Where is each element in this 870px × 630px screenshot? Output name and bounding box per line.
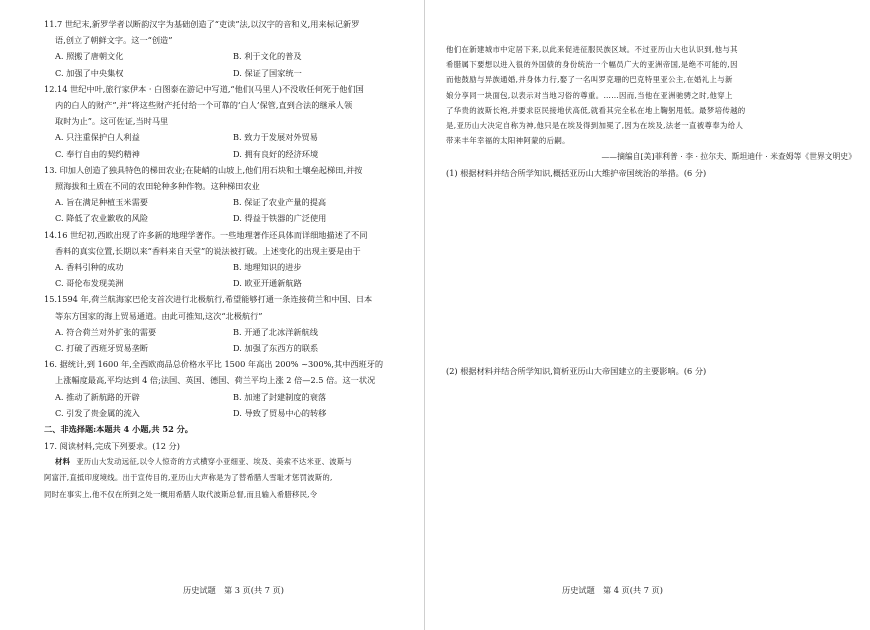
question-stem-line: 语,创立了朝鲜文字。这一“创造” <box>55 35 173 46</box>
material-label: 材料 <box>55 457 71 467</box>
material-line: 是,亚历山大决定自称为神,他只是在埃及得到加冕了,因为在埃及,法老一直被尊奉为给人 <box>446 121 744 131</box>
material-source: ——摘编自[美]菲利普 · 李 · 拉尔夫、斯坦迪什 · 米查姆等《世界文明史》 <box>601 152 856 162</box>
page-4-content <box>446 42 856 379</box>
sub-question-1: (1) 根据材料并结合所学知识,概括亚历山大维护帝国统治的举措。(6 分) <box>446 168 707 179</box>
question-stem-line: 12.14 世纪中叶,旅行家伊本 · 白图泰在游记中写道,“他们(马里人)不没收任何死于他们国 <box>44 83 364 94</box>
material-line: 同时在事实上,他不仅在所到之处一概用希腊人取代波斯总督,而且输入希腊移民,令 <box>44 489 318 499</box>
question-stem-line: 13. 印加人创造了独具特色的梯田农业;在陡峭的山坡上,他们用石块和土壤垒起梯田,并按 <box>44 164 363 175</box>
option-b: B. 加速了封建制度的衰落 <box>233 391 327 402</box>
options-row <box>44 340 410 356</box>
option-a: A. 符合荷兰对外扩张的需要 <box>55 326 157 337</box>
page-footer: 历史试题 第 4 页(共 7 页) <box>562 585 663 595</box>
section-heading: 二、非选择题:本题共 4 小题,共 52 分。 <box>44 424 193 435</box>
question-12 <box>44 81 410 162</box>
material-line: 他们在新建城市中定居下来,以此来促进征服民族区域。不过亚历山大也认识到,他与其 <box>446 45 738 54</box>
option-c: C. 引发了贵金属的流入 <box>55 407 140 418</box>
answer-space-1[interactable] <box>446 181 856 363</box>
question-stem-line: 14.16 世纪初,西欧出现了许多新的地理学著作。一些地理著作还具体而详细地描述了不同 <box>44 229 368 240</box>
options-row <box>44 324 410 340</box>
question-14 <box>44 227 410 292</box>
question-stem-line: 内的白人的财产”,并“将这些财产托付给一个可靠的‘白人’保管,直到合法的继承人领 <box>55 100 353 111</box>
options-row <box>44 65 410 81</box>
question-stem-line: 11.7 世纪末,新罗学者以断韵汉字为基础创造了“吏读”法,以汉字的音和义,用来标记新罗 <box>44 19 360 29</box>
options-row <box>44 259 410 275</box>
option-c: C. 加强了中央集权 <box>55 67 124 78</box>
question-stem-line: 上涨幅度最高,平均达到 4 倍;法国、英国、德国、荷兰平均上涨 2 倍—2.5 倍。这一状况 <box>55 375 376 386</box>
option-a: A. 香料引种的成功 <box>55 262 124 273</box>
option-b: B. 利于文化的普及 <box>233 51 302 62</box>
options-row <box>44 129 410 145</box>
question-17 <box>44 438 410 503</box>
option-c: C. 降低了农业歉收的风险 <box>55 213 149 224</box>
material-continued <box>446 42 856 148</box>
question-16 <box>44 356 410 421</box>
option-b: B. 地理知识的进步 <box>233 262 302 273</box>
page-4 <box>426 0 870 630</box>
option-a: A. 只注重保护白人利益 <box>55 132 140 143</box>
material-line: 带来丰年幸福的太阳神阿蒙的后嗣。 <box>446 136 570 146</box>
options-row <box>44 389 410 405</box>
option-b: B. 致力于发展对外贸易 <box>233 132 318 143</box>
material-line: 了华贵的波斯长袍,并要求臣民接地伏高低,就看其完全私在地上鞠躬甩低。最梦培传越的 <box>446 105 746 115</box>
material-line: 而他鼓励与异族通婚,并身体力行,娶了一名叫罗克珊的巴克特里亚公主,在婚礼上与新 <box>446 75 733 85</box>
sub-question-2: (2) 根据材料并结合所学知识,简析亚历山大帝国建立的主要影响。(6 分) <box>446 366 707 377</box>
material-line <box>44 454 410 470</box>
option-d: D. 保证了国家统一 <box>233 67 302 78</box>
page-footer: 历史试题 第 3 页(共 7 页) <box>183 585 284 595</box>
question-stem-line: 取时为止”。这可佐证,当时马里 <box>55 116 169 127</box>
material-line: 希腊属下要想以进入很的外国债的身份统治一个幅员广大的亚洲帝国,是绝不可能的,因 <box>446 60 738 70</box>
question-13 <box>44 162 410 227</box>
question-stem-line: 16. 据统计,到 1600 年,全西欧商品总价格水平比 1500 年高出 200% ~300%,其中西班牙的 <box>44 359 384 370</box>
question-11 <box>44 16 410 81</box>
option-a: A. 旨在满足种植玉米需要 <box>55 197 148 208</box>
question-stem-line: 照海拔和土质在不同的农田轮种多种作物。这种梯田农业 <box>55 181 260 192</box>
option-b: B. 开通了北冰洋新航线 <box>233 326 318 337</box>
page-3 <box>0 0 426 630</box>
options-row <box>44 194 410 210</box>
option-c: C. 打破了西班牙贸易垄断 <box>55 343 149 354</box>
page-3-content <box>44 16 410 503</box>
option-d: D. 导致了贸易中心的转移 <box>233 407 327 418</box>
option-d: D. 拥有良好的经济环境 <box>233 148 319 159</box>
material-line: 娘分享同一块面包,以表示对当地习俗的尊重。……因而,当他在亚洲驰骋之时,他穿上 <box>446 90 733 100</box>
options-row <box>44 405 410 421</box>
option-a: A. 推动了新航路的开辟 <box>55 391 140 402</box>
question-stem-line: 等东方国家的海上贸易通道。由此可推知,这次“北极航行” <box>55 310 263 321</box>
page-divider <box>424 0 425 630</box>
option-b: B. 保证了农业产量的提高 <box>233 197 327 208</box>
option-d: D. 得益于铁器的广泛使用 <box>233 213 327 224</box>
option-c: C. 哥伦布发现美洲 <box>55 278 124 289</box>
options-row <box>44 48 410 64</box>
options-row <box>44 210 410 226</box>
option-d: D. 加强了东西方的联系 <box>233 343 319 354</box>
option-c: C. 奉行自由的契约精神 <box>55 148 140 159</box>
question-stem-line: 17. 阅读材料,完成下列要求。(12 分) <box>44 441 180 452</box>
options-row <box>44 146 410 162</box>
question-stem-line: 15.1594 年,荷兰航海家巴伦支首次进行北极航行,希望能够打通一条连接荷兰和中国、日本 <box>44 294 373 305</box>
material-line: 阿富汗,直抵印度境线。出于宣传目的,亚历山大声称是为了替希腊人雪耻才惩罚波斯的, <box>44 473 333 483</box>
material-text: 亚历山大发动远征,以令人惊奇的方式横穿小亚细亚、埃及、美索不达米亚、波斯与 <box>76 457 353 467</box>
question-stem-line: 香料的真实位置,长期以来“香料来自天堂”的说法被打破。上述变化的出现主要是由于 <box>55 245 361 256</box>
options-row <box>44 275 410 291</box>
question-15 <box>44 291 410 356</box>
option-a: A. 照搬了唐朝文化 <box>55 51 124 62</box>
option-d: D. 欧亚开通新航路 <box>233 278 302 289</box>
